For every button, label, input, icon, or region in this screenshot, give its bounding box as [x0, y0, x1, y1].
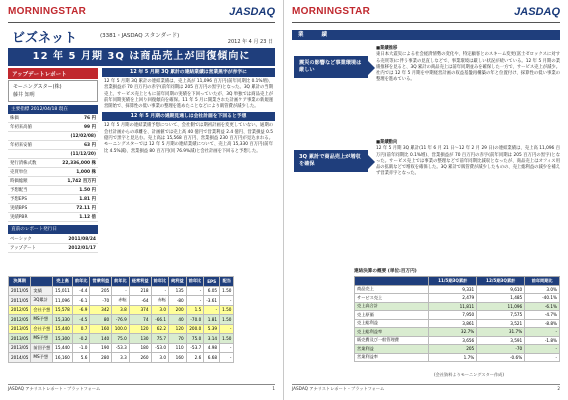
metric-row-value: 99 円 [83, 125, 96, 130]
table-cell: 15,440 [53, 343, 73, 353]
table-cell: 3.8 [112, 305, 130, 315]
table-cell: MS予想 [31, 334, 53, 344]
table-cell: -0.2 [72, 334, 90, 344]
column-header: 前年比 [72, 277, 90, 287]
table-cell: 3.0 [151, 353, 169, 363]
metric-row [8, 150, 98, 159]
footer-text: JASDAQ アナリストレポート・プラットフォーム [8, 386, 101, 391]
main-content [102, 68, 275, 157]
analyst-name: 藤井 知明 [13, 92, 35, 98]
table-cell: -76.9 [112, 315, 130, 325]
table-cell: - [525, 345, 560, 354]
table-cell: 205 [429, 345, 477, 354]
table-cell: 9,331 [429, 285, 477, 294]
table-cell: - [186, 296, 204, 306]
section-bar-performance [292, 30, 560, 40]
metric-row-label: 実績PBR [10, 215, 28, 220]
table-cell: -0.6% [477, 353, 525, 362]
summary-row [355, 294, 560, 303]
table-cell: -1.8% [525, 336, 560, 345]
table-cell: 75.7 [151, 334, 169, 344]
metric-row-value: 72.11 円 [76, 206, 96, 211]
table-cell: 9,610 [477, 285, 525, 294]
callout-sales: 3Q 累計で商品売上が増収を確保 [294, 150, 368, 172]
table-cell: 280 [90, 353, 112, 363]
table-cell: 1.7% [429, 353, 477, 362]
table-cell: 110 [169, 343, 187, 353]
table-cell: 赤転 [112, 296, 130, 306]
section-heading-forecast: 12 年 5 月期の通期見通しは会社計画を下回ると予想 [102, 112, 275, 121]
metric-row-value: 22,336,000 株 [62, 161, 96, 166]
table-cell: 74 [129, 315, 151, 325]
table-source-note: (会社資料よりモーニングスター作成) [434, 372, 504, 377]
table-cell: 5.6 [72, 353, 90, 363]
table-header-row [9, 277, 234, 287]
table-cell: 3,521 [477, 319, 525, 328]
table-cell: 31.7% [477, 328, 525, 337]
column-header: 配当 [220, 277, 234, 287]
table-cell: 2.6 [186, 353, 204, 363]
morningstar-logo: MORNINGSTAR [8, 6, 87, 17]
table-cell: - [220, 353, 234, 363]
history-row-label: ベーシック [10, 237, 32, 242]
section-label-b: 績 [321, 32, 328, 38]
table-cell: 3.3 [112, 353, 130, 363]
table-cell: 売上総利益率 [355, 328, 429, 337]
table-cell: 6.68 [204, 353, 220, 363]
table-cell: 3,861 [429, 319, 477, 328]
column-header: 11/5期3Q累計 [429, 277, 477, 286]
table-cell: 7,575 [477, 311, 525, 320]
table-cell: -70.0 [186, 315, 204, 325]
metric-row-value: 1,000 株 [76, 170, 96, 175]
header-divider [8, 22, 275, 23]
table-cell: 160 [90, 324, 112, 334]
sidebar [8, 68, 98, 253]
footer-text: JASDAQ アナリストレポート・プラットフォーム [292, 386, 385, 391]
jasdaq-logo: JASDAQ [514, 6, 560, 18]
page-footer [292, 384, 560, 392]
metric-row [8, 195, 98, 204]
table-cell: -6.1 [72, 296, 90, 306]
summary-row [355, 285, 560, 294]
column-header: 売上高 [53, 277, 73, 287]
summary-row [355, 328, 560, 337]
metric-row-label: 予想EPS [10, 197, 27, 202]
column-header: 前年比 [186, 277, 204, 287]
metric-row [8, 168, 98, 177]
table-cell: 100.0 [112, 324, 130, 334]
metric-row [8, 132, 98, 141]
table-cell: -64 [129, 296, 151, 306]
metric-row-label: 年初来安値 [10, 143, 32, 148]
table-cell: -3.61 [204, 296, 220, 306]
table-cell: 営業利益率 [355, 353, 429, 362]
table-cell: - [204, 305, 220, 315]
table-cell: 前回予想 [31, 343, 53, 353]
table-cell: -6.9 [72, 305, 90, 315]
table-cell: 75.0 [112, 334, 130, 344]
table-cell: 会社予想 [31, 305, 53, 315]
table-cell: - [151, 286, 169, 296]
table-cell: 342 [90, 305, 112, 315]
table-cell: 赤転 [151, 296, 169, 306]
financial-row [9, 305, 234, 315]
section-label-a: 業 [298, 32, 304, 38]
history-heading: 直前のレポート発行日 [8, 225, 98, 234]
table-cell: 11,096 [477, 302, 525, 311]
metric-row [8, 114, 98, 123]
page-header [8, 6, 275, 22]
report-page-2 [284, 0, 568, 400]
morningstar-logo: MORNINGSTAR [292, 6, 371, 17]
table-cell: 120 [169, 324, 187, 334]
table-header-row [355, 277, 560, 286]
financial-row [9, 286, 234, 296]
metrics-list [8, 114, 98, 222]
table-title: 連結決算の概要 (単位:百万円) [354, 269, 417, 274]
table-cell: 営業利益 [355, 345, 429, 354]
report-date: 2012 年 4 月 23 日 [227, 39, 273, 45]
history-row [8, 235, 98, 244]
header-divider [292, 22, 560, 23]
table-cell: - [220, 324, 234, 334]
table-cell: サービス売上 [355, 294, 429, 303]
column-header: EPS [204, 277, 220, 287]
metric-row-label: 時価総額 [10, 179, 28, 184]
table-cell: 売上原価 [355, 311, 429, 320]
table-cell: 3.0% [525, 285, 560, 294]
history-row-value: 2012/01/17 [68, 246, 96, 251]
metric-row-value: 1.81 円 [79, 197, 96, 202]
metric-row-label: 実績BPS [10, 206, 28, 211]
column-header [355, 277, 429, 286]
metric-row [8, 141, 98, 150]
table-cell: 15,011 [53, 286, 73, 296]
table-cell: 2,479 [429, 294, 477, 303]
summary-row [355, 345, 560, 354]
table-cell: 売上総利益 [355, 319, 429, 328]
table-cell: MS予想 [31, 353, 53, 363]
table-cell: 会社予想 [31, 324, 53, 334]
metric-row-value: 76 円 [83, 116, 96, 121]
table-cell: 2013/05 [9, 324, 31, 334]
table-cell: 2011/05 [9, 296, 31, 306]
table-cell: 2012/05 [9, 305, 31, 315]
metric-row [8, 213, 98, 222]
financial-row [9, 324, 234, 334]
table-cell: -70 [90, 296, 112, 306]
table-cell: - [525, 353, 560, 362]
column-header: 前年比 [112, 277, 130, 287]
metric-row [8, 204, 98, 213]
financial-row [9, 334, 234, 344]
table-cell: 販売費及び一般管理費 [355, 336, 429, 345]
section-text-results: 12 年 5 月期 3Q 累計の連結業績は、売上高が 11,096 百万円(前年同期比 0.1%増)、営業損益が 70 百万円の赤字(前年同期は 205 百万円の黒字)となった。3Q 累計の当期売上、サービス売上ともに前年同期の実績を下回っていたが、3Q 単独では商品売上が前年同期実績を上回り回復傾向を確保。11 年 5 月に開業された計画ケア事業の新規運営開始で、採算性の低い事業の整理を進めたことなどにより販管費が減少した。 [104, 79, 273, 110]
table-cell: 2014/05 [9, 353, 31, 363]
column-header: 経常利益 [129, 277, 151, 287]
column-header [31, 277, 53, 287]
trend-text: 東日本大震災による社会経済情勢の変化や、特定顧客とのスキーム変更(富士ゼロックスに対する売買等)に伴う事業の見直しなどで、事業環境は厳しい状況が続いている。12 年 5 月期の業績推移を見ると、3Q 累計の商品売上は前年同期並みを確保した一方で、サービス売上が減少。社内では 12 年 5 月期を中期経営計画の収益基盤再構築の年と位置付け、採算性の低い事業の整理を進めている。 [376, 52, 560, 83]
table-cell: 15,330 [53, 315, 73, 325]
table-cell: -66.1 [151, 315, 169, 325]
table-cell: 260 [129, 353, 151, 363]
table-cell: 1.50 [220, 305, 234, 315]
company-name: ビズネット [12, 31, 78, 46]
page-number: 1 [272, 386, 275, 391]
table-cell: -4.5 [72, 315, 90, 325]
table-cell: 1.5 [186, 305, 204, 315]
column-header: 営業利益 [90, 277, 112, 287]
history-row [8, 244, 98, 253]
table-cell: 16,160 [53, 353, 73, 363]
jasdaq-logo: JASDAQ [229, 6, 275, 18]
table-cell: 15,300 [53, 334, 73, 344]
table-cell: 実績 [31, 286, 53, 296]
table-cell: 1.50 [220, 315, 234, 325]
table-cell: - [525, 328, 560, 337]
section-heading-results: 12 年 5 月期 3Q 累計の連結業績は営業黒字が赤字に [102, 68, 275, 77]
analyst-box [8, 80, 98, 102]
financial-row [9, 353, 234, 363]
metrics-heading: 主要指標 2012/04/18 現在 [8, 105, 98, 114]
page-number: 2 [557, 386, 560, 391]
table-cell: -53.7 [186, 343, 204, 353]
table-cell: -70 [477, 345, 525, 354]
table-cell: - [220, 343, 234, 353]
table-cell: 11,811 [429, 302, 477, 311]
column-header: 12/5期3Q累計 [477, 277, 525, 286]
metric-row-value: 1.50 円 [79, 188, 96, 193]
summary-table [354, 276, 560, 362]
metric-row [8, 123, 98, 132]
table-cell: 140 [90, 334, 112, 344]
results-heading: ■業績動向 [376, 140, 398, 145]
financial-row [9, 343, 234, 353]
table-cell: 2013/05 [9, 343, 31, 353]
text-block-trend [376, 46, 560, 84]
column-header: 前年同期比 [525, 277, 560, 286]
stock-code: (3381・JASDAQ スタンダード) [100, 33, 180, 39]
table-cell: MS予想 [31, 315, 53, 325]
table-cell: 11,096 [53, 296, 73, 306]
table-cell: 190 [90, 343, 112, 353]
table-cell: -53.0 [151, 343, 169, 353]
table-cell: 218 [129, 286, 151, 296]
metric-row-value: 63 円 [83, 143, 96, 148]
page-header [292, 6, 560, 22]
table-cell: -6.1% [525, 302, 560, 311]
report-type-tag: アップデートレポート [8, 68, 98, 79]
trend-heading: ■業績推移 [376, 46, 398, 51]
table-cell: -53.3 [112, 343, 130, 353]
financial-row [9, 296, 234, 306]
history-row-label: アップデート [10, 246, 37, 251]
financial-table [8, 276, 234, 363]
table-cell: - [186, 286, 204, 296]
metric-row-value: (11/12/20) [70, 152, 96, 157]
table-cell: 200 [169, 305, 187, 315]
table-cell: 374 [129, 305, 151, 315]
table-cell: 180 [129, 343, 151, 353]
metric-row-label: 株価 [10, 116, 19, 121]
table-cell: - [220, 296, 234, 306]
table-cell: 15,578 [53, 305, 73, 315]
table-cell: 200.0 [186, 324, 204, 334]
metric-row [8, 159, 98, 168]
table-cell: 3.0 [151, 305, 169, 315]
summary-row [355, 311, 560, 320]
text-block-results [376, 140, 560, 178]
table-cell: 120 [129, 324, 151, 334]
summary-row [355, 302, 560, 311]
table-cell: 2013/05 [9, 334, 31, 344]
table-cell: 40 [169, 315, 187, 325]
table-cell: 4.98 [204, 343, 220, 353]
table-cell: 6.05 [204, 286, 220, 296]
table-cell: -8.8% [525, 319, 560, 328]
headline-banner: 12 年 5 月期 3Q は商品売上が回復傾向に [8, 48, 275, 66]
summary-row [355, 336, 560, 345]
metric-row-label: 発行済株式数 [10, 161, 37, 166]
metric-row [8, 177, 98, 186]
table-cell: 2012/05 [9, 315, 31, 325]
table-cell: 70 [169, 334, 187, 344]
table-cell: 75.0 [186, 334, 204, 344]
table-cell: 3.14 [204, 334, 220, 344]
metric-row-value: (12/02/08) [70, 134, 96, 139]
table-cell: 3,656 [429, 336, 477, 345]
analyst-org: モーニングスター(株) [13, 84, 62, 90]
history-row-value: 2011/08/24 [68, 237, 96, 242]
table-cell: 売上高合計 [355, 302, 429, 311]
table-cell: 62.2 [151, 324, 169, 334]
table-cell: -80 [169, 296, 187, 306]
table-cell: 130 [129, 334, 151, 344]
table-cell: 135 [169, 286, 187, 296]
table-cell: 3,591 [477, 336, 525, 345]
column-header: 決算期 [9, 277, 31, 287]
page-footer [8, 384, 275, 392]
table-cell: 0.7 [72, 324, 90, 334]
table-cell: -4.4 [72, 286, 90, 296]
table-cell: -1.0 [72, 343, 90, 353]
metric-row-value: 1.12 倍 [79, 215, 96, 220]
table-cell: 2011/05 [9, 286, 31, 296]
table-cell: 5.39 [204, 324, 220, 334]
table-cell: 1.50 [220, 334, 234, 344]
column-header: 純利益 [169, 277, 187, 287]
table-cell: 商品売上 [355, 285, 429, 294]
table-cell: -40.1% [525, 294, 560, 303]
column-header: 前年比 [151, 277, 169, 287]
table-cell: 1.81 [204, 315, 220, 325]
table-cell: 32.7% [429, 328, 477, 337]
table-cell: 15,440 [53, 324, 73, 334]
metric-row-label: 売買単位 [10, 170, 28, 175]
table-cell: 160 [169, 353, 187, 363]
metric-row [8, 186, 98, 195]
financial-row [9, 315, 234, 325]
history-list [8, 235, 98, 253]
table-cell: - [112, 286, 130, 296]
results-text: 12 年 5 月期 3Q 累計(11 年 6 月 21 日～12 年 2 月 29 日)の連結業績は、売上高 11,096 百万円(前年同期比 0.1%増)、営業損益が 70 百万円の赤字(前年同期は 205 百万円の黒字)となった。サービス売上では事業の整理などで前年同期比減収となったが、商品売上はオフィス用品の拡販などで増収を確保した。3Q 累計で販管費が減少したものの、売上総利益の減少を補えず営業赤字となった。 [376, 146, 560, 177]
table-cell: 3Q累計 [31, 296, 53, 306]
callout-environment: 震災の影響など事業環境は厳しい [294, 56, 368, 78]
table-cell: -4.7% [525, 311, 560, 320]
table-cell: 7,950 [429, 311, 477, 320]
table-cell: 80 [90, 315, 112, 325]
table-cell: 1.50 [220, 286, 234, 296]
metric-row-value: 1,742 百万円 [67, 179, 96, 184]
metric-row-label: 予想配当 [10, 188, 28, 193]
section-text-forecast: 12 年 5 月期の連結業績予想について、会社側では期初計画を変更していない。通期の会社計画からの乖離を、計画値では売上高 40 億円で営業利益 2.4 億円、営業損益 0.5 億円で黒字と見込む。売上高は 15,568 百万円、営業損益 230 百万円が見込まれる。モーニングスターでは 12 年 5 月期の連結業績について、売上高 15,330 百万円(前年比 4.5%減)、営業損益 80 百万円(同 76.9%減)と会社計画を下回ると予想した。 [104, 123, 273, 154]
table-cell: 1,485 [477, 294, 525, 303]
summary-row [355, 353, 560, 362]
title-row [8, 25, 275, 47]
table-cell: 205 [90, 286, 112, 296]
metric-row-label: 年初来高値 [10, 125, 32, 130]
summary-row [355, 319, 560, 328]
